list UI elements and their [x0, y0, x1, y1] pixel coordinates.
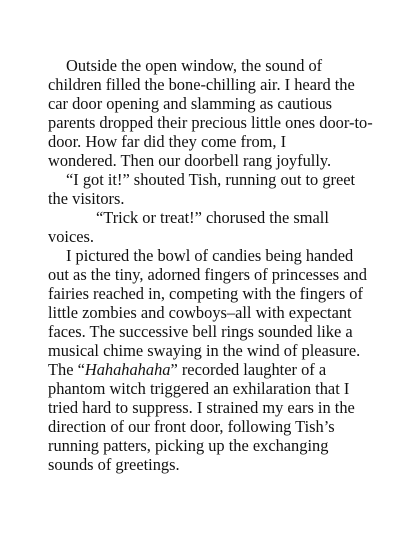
- text-line: fairies reached in, competing with the fingers of: [48, 284, 363, 303]
- text-line: little zombies and cowboys–all with expectant: [48, 303, 352, 322]
- text-segment: The “: [48, 360, 85, 379]
- text-segment: ” recorded laughter of a: [170, 360, 327, 379]
- text-line: direction of our front door, following Tish’s: [48, 417, 335, 436]
- text-line: children filled the bone-chilling air. I heard the: [48, 75, 355, 94]
- text-line: “Trick or treat!” chorused the small: [96, 208, 329, 227]
- text-line: running patters, picking up the exchanging: [48, 436, 329, 455]
- text-line: car door opening and slamming as cautious: [48, 94, 333, 113]
- text-line: musical chime swaying in the wind of pleasure.: [48, 341, 361, 360]
- text-line: voices.: [48, 227, 94, 246]
- text-line: sounds of greetings.: [48, 455, 180, 474]
- text-line: I pictured the bowl of candies being handed: [66, 246, 354, 265]
- text-line: Outside the open window, the sound of: [66, 56, 323, 75]
- text-line: the visitors.: [48, 189, 125, 208]
- text-line: wondered. Then our doorbell rang joyfully.: [48, 151, 332, 170]
- text-line: door. How far did they come from, I: [48, 132, 287, 151]
- text-line: parents dropped their precious little ones door-to-: [48, 113, 373, 132]
- text-line: “I got it!” shouted Tish, running out to greet: [66, 170, 356, 189]
- text-line: phantom witch triggered an exhilaration that I: [48, 379, 350, 398]
- text-line: out as the tiny, adorned fingers of princesses and: [48, 265, 367, 284]
- text-line: faces. The successive bell rings sounded like a: [48, 322, 353, 341]
- italic-laughter: Hahahahaha: [84, 360, 171, 379]
- text-line: tried hard to suppress. I strained my ears in the: [48, 398, 355, 417]
- text-line: [48, 360, 326, 379]
